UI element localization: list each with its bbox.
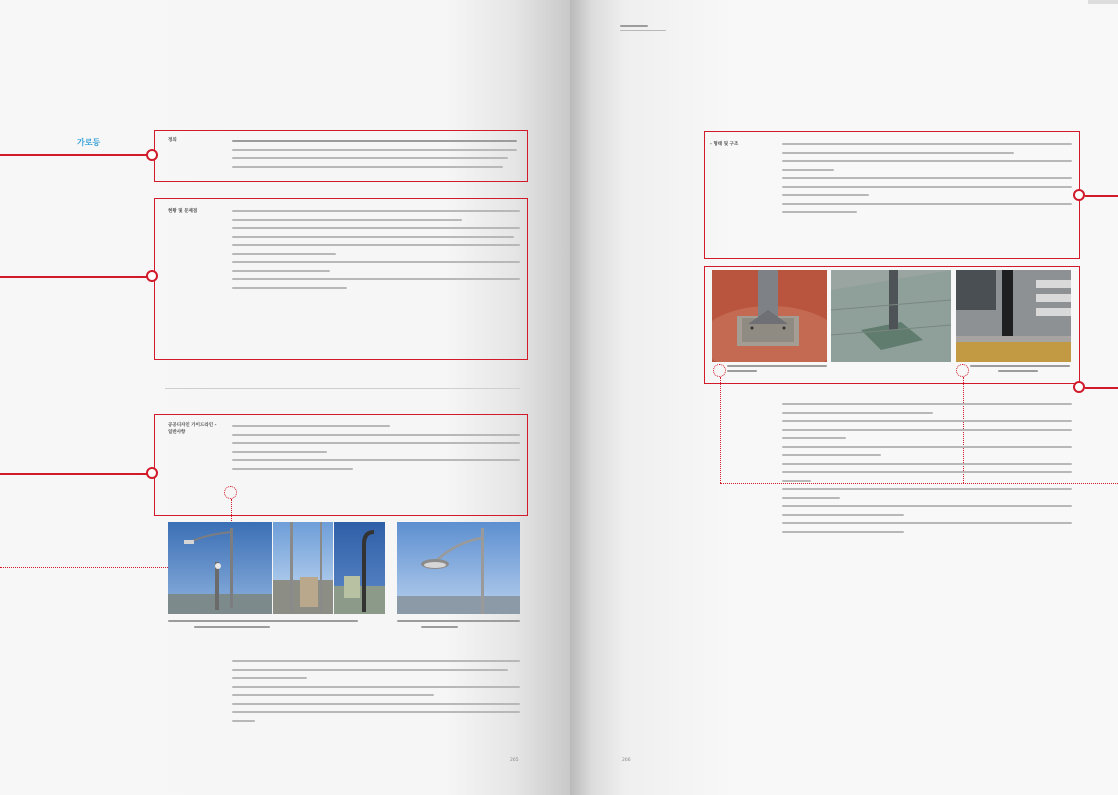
- annotation-box: [154, 198, 528, 360]
- page-number: 265: [510, 758, 519, 763]
- annotation-marker-icon[interactable]: [1073, 189, 1085, 201]
- annotation-marker-icon[interactable]: [146, 467, 158, 479]
- annotation-leader-line: [0, 276, 148, 278]
- block-label: 공공디자인 가이드라인 - 일반사항: [168, 423, 217, 435]
- running-header-lines: [620, 25, 666, 38]
- annotation-leader-line: [0, 154, 148, 156]
- divider: [165, 388, 520, 389]
- annotation-box: [154, 130, 528, 182]
- caption-text: [397, 620, 520, 635]
- body-text: [232, 660, 520, 728]
- dotted-leader-line: [720, 377, 721, 483]
- block-label: - 형태 및 구조: [710, 142, 739, 147]
- caption-text: [168, 620, 358, 635]
- page-number: 266: [622, 758, 631, 763]
- block-label: 정의: [168, 138, 177, 143]
- streetlight-photo-group: [168, 522, 385, 614]
- body-text: [782, 403, 1072, 539]
- section-title: 가로등: [77, 138, 101, 147]
- annotation-box: [154, 414, 528, 516]
- annotation-leader-line: [1085, 387, 1118, 389]
- annotation-marker-icon[interactable]: [146, 149, 158, 161]
- dotted-callout-icon: [224, 486, 237, 499]
- dotted-callout-icon: [956, 364, 969, 377]
- streetlight-photo: [397, 522, 520, 614]
- annotation-box: [704, 131, 1080, 259]
- annotation-leader-line: [0, 473, 148, 475]
- dotted-callout-icon: [713, 364, 726, 377]
- annotation-marker-icon[interactable]: [1073, 381, 1085, 393]
- annotation-marker-icon[interactable]: [146, 270, 158, 282]
- right-page: [570, 0, 1118, 795]
- block-label: 현황 및 문제점: [168, 209, 198, 214]
- annotation-box: [704, 266, 1080, 384]
- annotation-leader-line: [1085, 195, 1118, 197]
- page-corner: [1088, 0, 1118, 4]
